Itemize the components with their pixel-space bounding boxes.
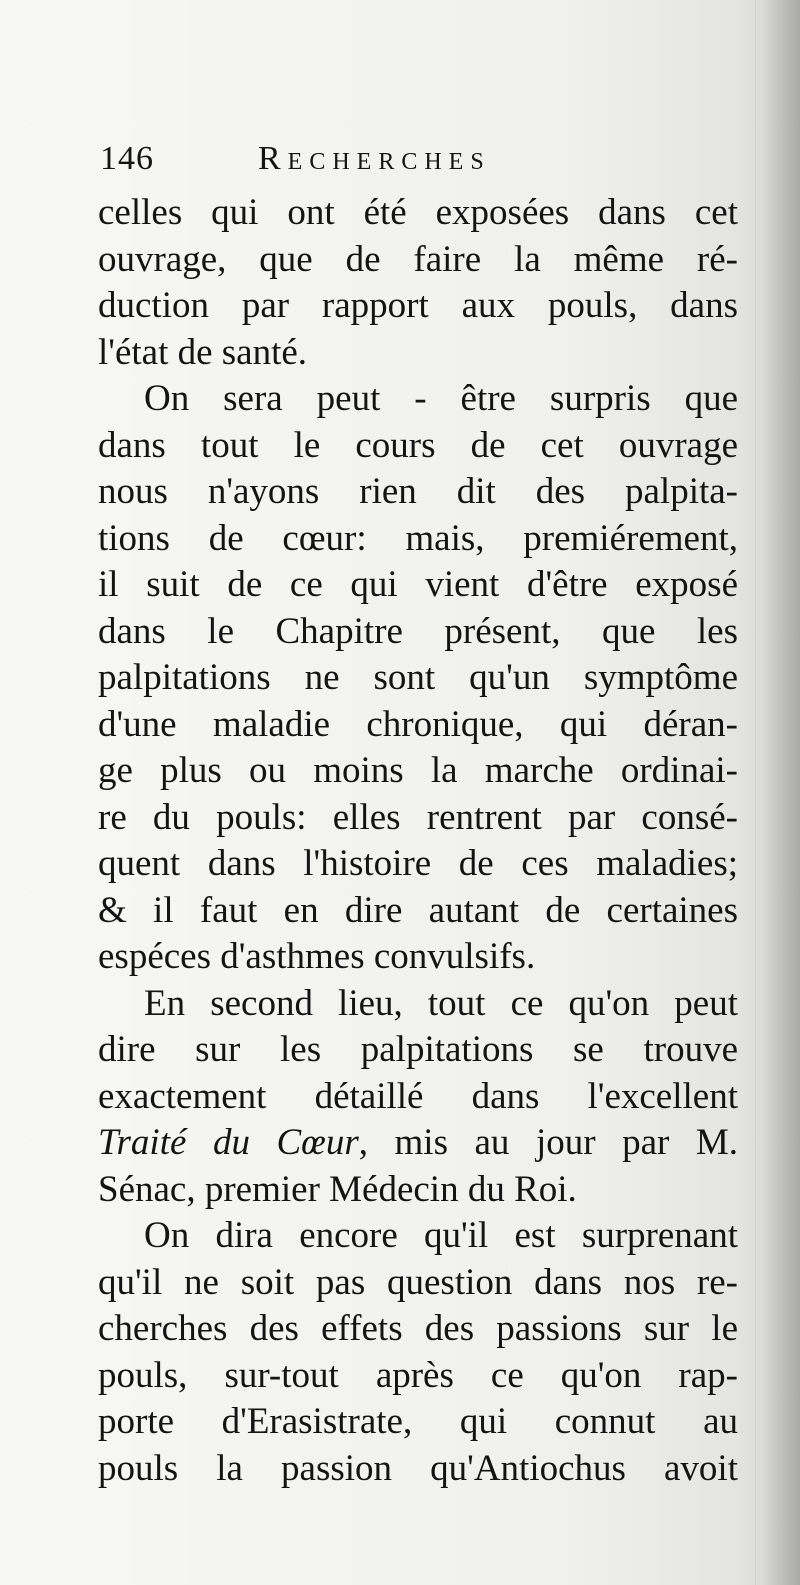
text-line: l'état de santé. xyxy=(98,331,308,373)
page-number: 146 xyxy=(100,140,154,177)
text-line: On sera peut - être surpris que xyxy=(144,378,738,419)
text-line: espéces d'asthmes convulsifs. xyxy=(98,936,536,977)
text-line: pouls, sur-tout après ce qu'on rap- xyxy=(98,1354,738,1396)
text-line: cherches des effets des passions sur le xyxy=(98,1308,738,1349)
text-line: qu'il ne soit pas question dans nos re- xyxy=(98,1261,738,1303)
text-line: palpitations ne sont qu'un symptôme xyxy=(98,657,738,698)
text-line: re du pouls: elles rentrent par consé- xyxy=(98,796,738,838)
text-line: dans tout le cours de cet ouvrage xyxy=(98,424,738,466)
text-line: nous n'ayons rien dit des palpita- xyxy=(98,471,738,512)
text-line: dans le Chapitre présent, que les xyxy=(98,610,738,652)
text-line: celles qui ont été exposées dans cet xyxy=(98,192,738,233)
book-title-italic: Traité du Cœur xyxy=(98,1122,359,1163)
text-line: tions de cœur: mais, premiérement, xyxy=(98,517,738,559)
text-line: ouvrage, que de faire la même ré- xyxy=(98,238,738,280)
text-line: exactement détaillé dans l'excellent xyxy=(98,1075,738,1117)
text-line: quent dans l'histoire de ces maladies; xyxy=(98,843,738,884)
text-fragment: , mis au jour par M. xyxy=(358,1122,738,1163)
text-line: porte d'Erasistrate, qui connut au xyxy=(98,1401,738,1442)
text-line: pouls la passion qu'Antiochus avoit xyxy=(98,1447,738,1489)
text-line: il suit de ce qui vient d'être exposé xyxy=(98,564,738,605)
running-head: Recherches xyxy=(258,140,491,177)
gutter-shadow xyxy=(762,0,800,1585)
body-text xyxy=(98,190,738,1492)
page-header xyxy=(100,140,740,190)
text-line: duction par rapport aux pouls, dans xyxy=(98,285,738,326)
text-line: ge plus ou moins la marche ordinai- xyxy=(98,750,738,791)
text-line: En second lieu, tout ce qu'on peut xyxy=(144,982,738,1024)
text-line: d'une maladie chronique, qui déran- xyxy=(98,703,738,745)
text-line: On dira encore qu'il est surprenant xyxy=(144,1215,738,1256)
text-line-with-italic-title xyxy=(98,1120,738,1167)
text-line: dire sur les palpitations se trouve xyxy=(98,1029,738,1070)
text-line: Sénac, premier Médecin du Roi. xyxy=(98,1168,577,1210)
page-fold-line xyxy=(755,0,756,1585)
text-line: & il faut en dire autant de certaines xyxy=(98,889,738,931)
